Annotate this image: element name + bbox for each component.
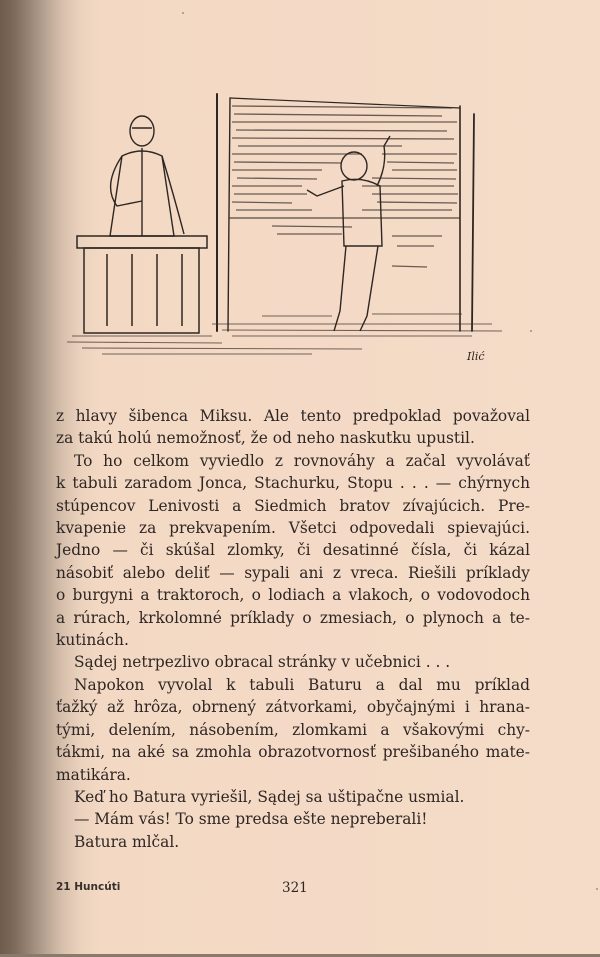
body-text — [56, 405, 530, 853]
text-line: za takú holú nemožnosť, že od neho naskutku upustil. — [56, 429, 475, 448]
text-line: — Mám vás! To sme predsa ešte nepreberali! — [74, 810, 428, 829]
text-line: Napokon vyvolal k tabuli Baturu a dal mu príklad — [74, 675, 530, 694]
text-line: násobiť alebo deliť — sypali ani z vreca. Riešili príklady — [56, 563, 530, 582]
artist-signature: Ilić — [467, 350, 485, 363]
text-line: matikára. — [56, 765, 131, 784]
text-line: k tabuli zaradom Jonca, Stachurku, Stopu . . . — chýrnych — [56, 474, 530, 493]
text-line: Batura mlčal. — [74, 832, 180, 851]
illustration — [62, 86, 522, 376]
signature-mark: 21 Huncúti — [56, 881, 121, 893]
text-line: ťažký až hrôza, obrnený zátvorkami, obyčajnými i hrana- — [56, 698, 530, 717]
text-line: To ho celkom vyviedlo z rovnováhy a začal vyvolávať — [74, 451, 530, 470]
text-line: kvapenie za prekvapením. Všetci odpovedali spievajúci. — [56, 519, 530, 538]
page-footer — [56, 881, 536, 901]
text-line: Sądej netrpezlivo obracal stránky v učebnici . . . — [74, 653, 451, 672]
text-line: Jedno — či skúšal zlomky, či desatinné čísla, či kázal — [56, 541, 530, 560]
page-number: 321 — [282, 880, 308, 896]
text-line: a rúrach, krkolomné príklady o zmesiach, o plynoch a te- — [56, 608, 530, 627]
text-line: Keď ho Batura vyriešil, Sądej sa uštipačne usmial. — [74, 787, 465, 806]
classroom-drawing — [62, 86, 522, 376]
text-line: o burgyni a traktoroch, o lodiach a vlakoch, o vodovodoch — [56, 586, 530, 605]
text-line: stúpencov Lenivosti a Siedmich bratov zívajúcich. Pre- — [56, 496, 530, 515]
text-line: z hlavy šibenca Miksu. Ale tento predpoklad považoval — [56, 407, 530, 425]
text-line: tákmi, na aké sa zmohla obrazotvornosť prešibaného mate- — [56, 743, 530, 762]
text-line: tými, delením, násobením, zlomkami a všakovými chy- — [56, 720, 530, 739]
text-line: kutinách. — [56, 631, 129, 650]
